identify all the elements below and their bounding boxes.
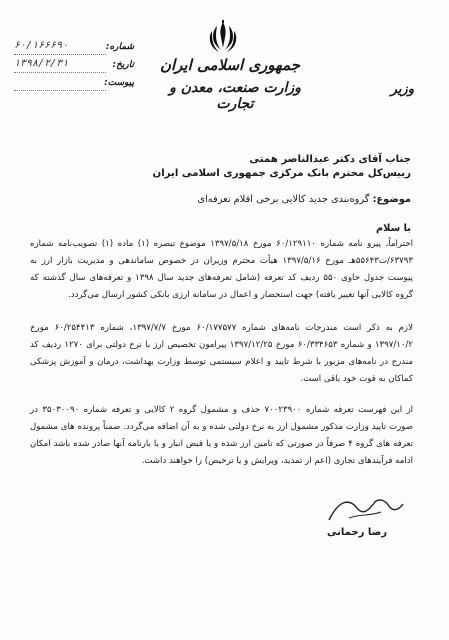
letter-number-label: شماره:	[105, 42, 134, 52]
letter-number-row	[14, 40, 134, 56]
letter-number-value: ۶۰/۱۶۶۶۹۰	[14, 40, 69, 51]
dotted-line	[14, 54, 106, 55]
sender-title: وزیر	[390, 82, 414, 97]
subject-label: موضوع:	[372, 194, 411, 205]
addressee-name: جناب آقای دکتر عبدالناصر همتی	[249, 154, 411, 165]
greeting: با سلام	[375, 223, 411, 234]
letter-date-row	[14, 58, 134, 74]
signature-mark	[319, 490, 409, 530]
signer-name: رضا رحمانی	[327, 527, 387, 538]
dotted-line	[14, 90, 106, 91]
letter-attachment-label: پیوست:	[104, 78, 134, 88]
ministry-title: وزارت صنعت، معدن و تجارت	[169, 80, 301, 112]
subject-line	[197, 193, 411, 208]
iran-emblem-icon	[208, 20, 238, 54]
republic-title: جمهوری اسلامی ایران	[159, 56, 301, 74]
letter-date-value: ۱۳۹۸/۲/۳۱	[14, 58, 69, 69]
dotted-line	[14, 72, 106, 73]
letter-attachment-row	[14, 76, 134, 92]
body-paragraph: از این فهرست تعرفه شماره ۷۰۰۲۳۹۰۰ حذف و مشمول گروه ۲ کالایی و تعرفه شماره ۳۵۰۳۰۰۹۰ در صورت تایید وزارت مذکور مشمول ارز به نرخ دولتی شده و به آن اضافه می‌گردد. ضمناً پرونده های مشمول تعرفه های گروه ۴ صرفاً در صورتی که تامین ارز شده و یا قبض انبار و یا بارنامه آنها صادر شده باشد امکان ادامه فرآیندهای تجاری (اعم از تمدید، ویرایش و یا ترخیص) را خواهند داشت.	[30, 405, 413, 466]
addressee-title: رییس‌کل محترم بانک مرکزی جمهوری اسلامی ایران	[152, 168, 411, 179]
body-paragraph: لازم به ذکر است مندرجات نامه‌های شماره ۶۰/۱۷۷۵۷۷ مورخ ۱۳۹۷/۷/۷، شماره ۶۰/۲۵۴۴۱۳ مورخ ۱۳۹۷/۱۰/۲ و شماره ۶۰/۳۳۴۶۵۳ مورخ ۱۳۹۷/۱۲/۲۵ پیرامون تخصیص ارز با نرخ دولتی برای ۱۲۷۰ ردیف کد مندرج در نامه‌های مزبور با شرط تایید و اعلام سیستمی توسط وزارت بهداشت، درمان و آموزش پزشکی کماکان به قوت خود باقی است.	[30, 323, 413, 384]
subject-text: گروه‌بندی جدید کالایی برخی اقلام تعرفه‌ای	[197, 194, 370, 205]
letter-date-label: تاریخ:	[112, 60, 134, 70]
body-paragraph: احتراماً، پیرو نامه شماره ۶۰/۱۲۹۱۱۰ مورخ ۱۳۹۷/۵/۱۸ موضوع تبصره (۱) ماده (۱) تصویب‌نامه شماره ۶۳۷۹۳/ت۵۵۶۴۳هـ مورخ ۱۳۹۷/۵/۱۶ هیأت محترم وزیران در خصوص ساماندهی و مدیریت بازار ارز به پیوست جدول حاوی ۵۵۰ ردیف کد تعرفه (شامل تعرفه‌های جدید سال ۱۳۹۸ و تعرفه‌های سال گذشته که گروه کالایی آنها تغییر یافته) جهت استحضار و اعمال در سامانه ارزی بانکی کشور ارسال می‌گردد.	[30, 239, 413, 300]
